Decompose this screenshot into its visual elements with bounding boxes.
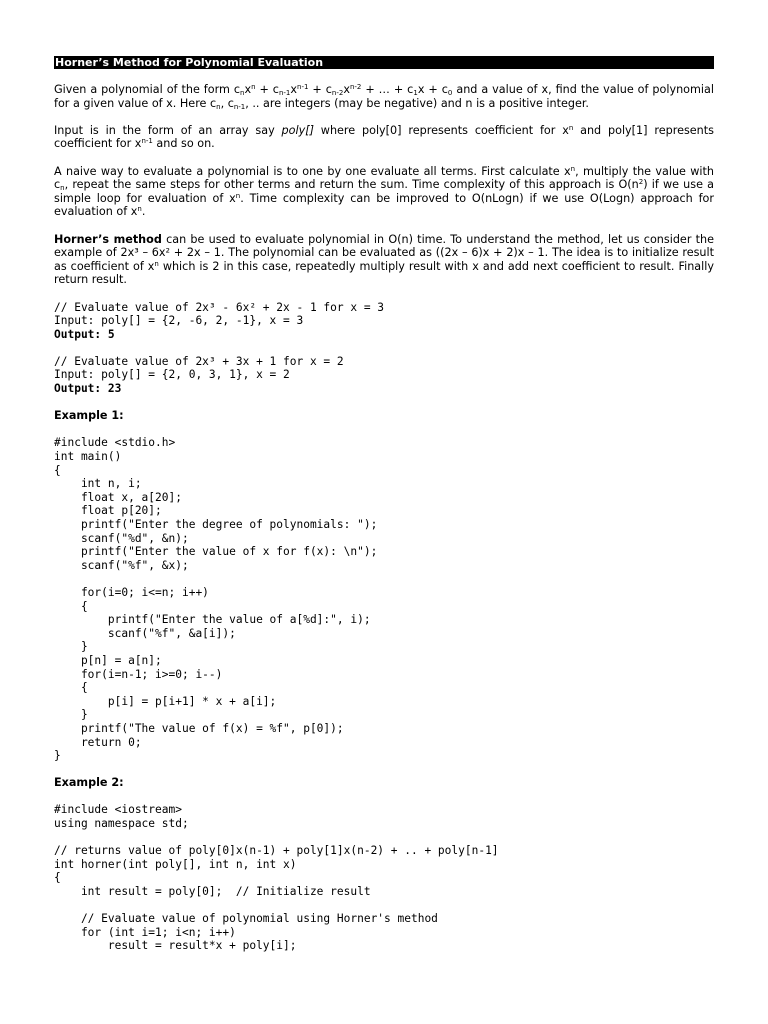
sample-block-1 <box>54 301 714 342</box>
example-2-heading: Example 2: <box>54 776 124 790</box>
document-body <box>54 56 714 953</box>
sample-2-input: Input: poly[] = {2, 0, 3, 1}, x = 2 <box>54 368 290 382</box>
sample-1-comment: // Evaluate value of 2x³ - 6x² + 2x - 1 for x = 3 <box>54 300 385 314</box>
example-1-heading: Example 1: <box>54 409 124 423</box>
example-2-code: #include <iostream> using namespace std; // returns value of poly[0]x(n-1) + poly[1]x(n-2) + .. + poly[n-1] int horner(int poly[], int n, int x) { int result = poly[0]; // Initialize result // Evaluate value of polynomial using Horner's method for (int i=1; i<n; i++) result = result*x + poly[i]; <box>54 803 499 953</box>
example-1-code: #include <stdio.h> int main() { int n, i; float x, a[20]; float p[20]; printf("Enter the degree of polynomials: "); scanf("%d", &n); printf("Enter the value of x for f(x): \n"); scanf("%f", &x); for(i=0; i<=n; i++) { printf("Enter the value of a[%d]:", i); scanf("%f", &a[i]); } p[n] = a[n]; for(i=n-1; i>=0; i--) { p[i] = p[i+1] * x + a[i]; } printf("The value of f(x) = %f", p[0]); return 0; } <box>54 436 378 763</box>
sample-block-2 <box>54 355 714 396</box>
naive-approach-paragraph: A naive way to evaluate a polynomial is to one by one evaluate all terms. First calculate $x^n$, multiply the value with $c_n$, repeat the same steps for other terms and return the sum. Time complexity of this approach is $O(n^2)$ if we use a simple loop for evaluation of $x^n$. Time complexity can be improved to O(nLogn) if we use O(Logn) approach for evaluation of $x^n$. <box>54 164 714 219</box>
sample-2-output: Output: 23 <box>54 382 122 396</box>
sample-2-comment: // Evaluate value of 2x³ + 3x + 1 for x = 2 <box>54 354 344 368</box>
sample-1-output: Output: 5 <box>54 327 115 341</box>
sample-1-input: Input: poly[] = {2, -6, 2, -1}, x = 3 <box>54 314 304 328</box>
input-format-paragraph: Input is in the form of an array say poly[] where poly[0] represents coefficient for $x^n$ and poly[1] represents coefficient for $x^{n-1}$ and so on. <box>54 123 714 151</box>
horner-method-paragraph: Horner’s method can be used to evaluate polynomial in O(n) time. To understand the method, let us consider the example of 2x³ – 6x² + 2x – 1. The polynomial can be evaluated as ((2x – 6)x + 2)x – 1. The idea is to initialize result as coefficient of $x^n$ which is 2 in this case, repeatedly multiply result with x and add next coefficient to result. Finally return result. <box>54 232 714 287</box>
intro-paragraph: Given a polynomial of the form $c_nx^n + c_{n-1}x^{n-1} + c_{n-2}x^{n-2}$ + … + $c_1x + c_0$ and a value of x, find the value of polynomial for a given value of x. Here $c_n$, $c_{n-1}$, .. are integers (may be negative) and n is a positive integer. <box>54 83 715 111</box>
page-title: Horner’s Method for Polynomial Evaluation <box>54 56 714 69</box>
